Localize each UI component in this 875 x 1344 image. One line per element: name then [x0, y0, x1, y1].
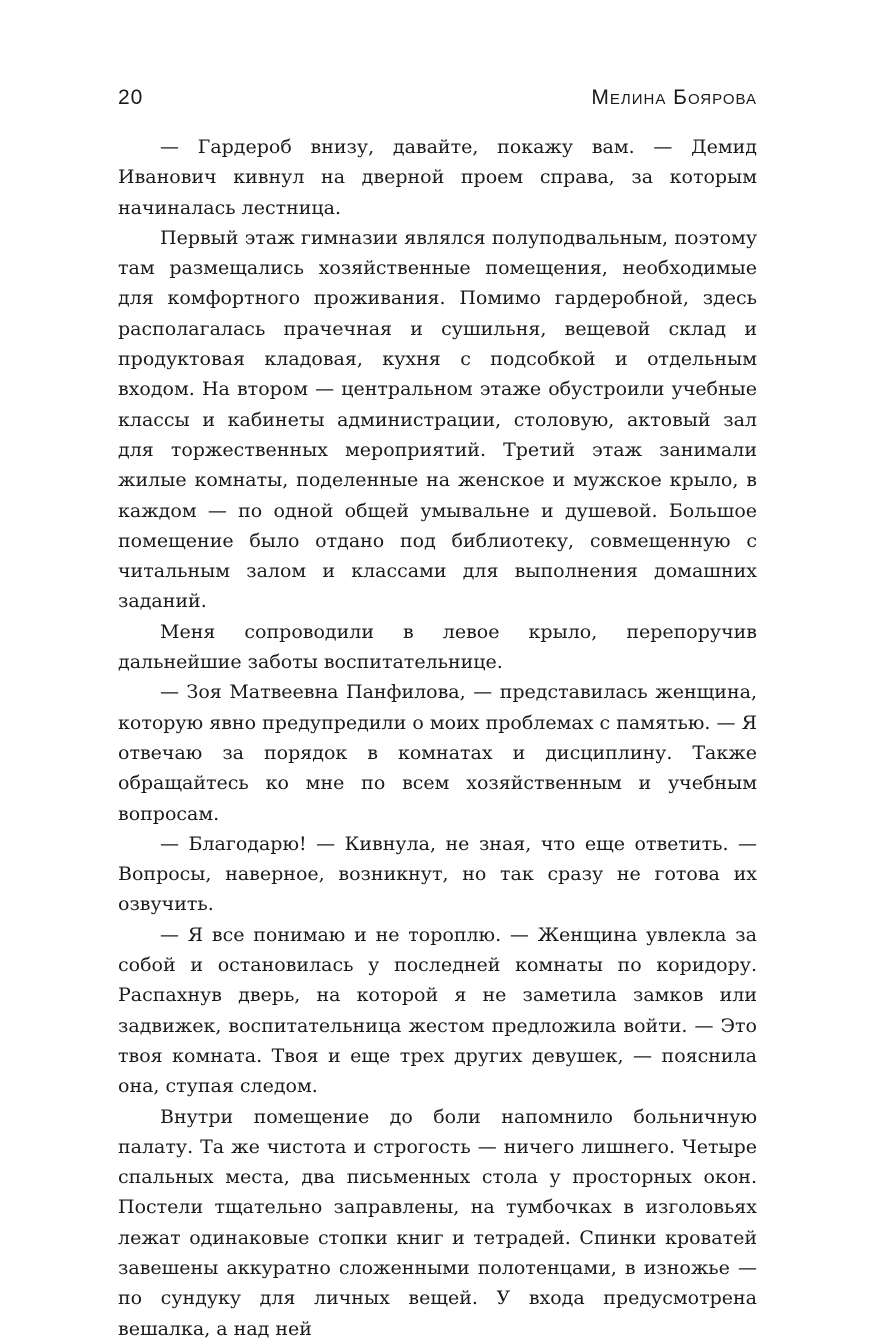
running-head-author: Мелина Боярова: [591, 86, 757, 109]
paragraph-4: — Зоя Матвеевна Панфилова, — представилась женщина, которую явно предупредили о моих проблемах с памятью. — Я отвечаю за порядок в комнатах и дисциплину. Также обращайтесь ко мне по всем хозяйственным и учебным вопросам.: [118, 681, 757, 825]
paragraph-5: — Благодарю! — Кивнула, не зная, что еще ответить. — Вопросы, наверное, возникнут, но так сразу не готова их озвучить.: [118, 832, 757, 916]
paragraph-2: Первый этаж гимназии являлся полуподвальным, поэтому там размещались хозяйственные помещения, необходимые для комфортного проживания. Помимо гардеробной, здесь располагалась прачечная и сушильня, вещевой склад и продуктовая кладовая, кухня с подсобкой и отдельным входом. На втором — центральном этаже обустроили учебные классы и кабинеты администрации, столовую, актовый зал для торжественных мероприятий. Третий этаж занимали жилые комнаты, поделенные на женское и мужское крыло, в каждом — по одной общей умывальне и душевой. Большое помещение было отдано под библиотеку, совмещенную с читальным залом и классами для выполнения домашних заданий.: [118, 226, 757, 613]
paragraph-3: Меня сопроводили в левое крыло, перепоручив дальнейшие заботы воспитательнице.: [118, 620, 757, 674]
paragraph-7: Внутри помещение до боли напомнило больничную палату. Та же чистота и строгость — ничего лишнего. Четыре спальных места, два письменных стола у просторных окон. Постели тщательно заправлены, на тумбочках в изголовьях лежат одинаковые стопки книг и тетрадей. Спинки кроватей завешены аккуратно сложенными полотенцами, в изножье — по сундуку для личных вещей. У входа предусмотрена вешалка, а над ней: [118, 1105, 757, 1340]
body-text: [118, 132, 757, 1344]
paragraph-6: — Я все понимаю и не тороплю. — Женщина увлекла за собой и остановилась у последней комнаты по коридору. Распахнув дверь, на которой я не заметила замков или задвижек, воспитательница жестом предложила войти. — Это твоя комната. Твоя и еще трех других девушек, — пояснила она, ступая следом.: [118, 923, 757, 1098]
paragraph-1: — Гардероб внизу, давайте, покажу вам. — Демид Иванович кивнул на дверной проем справа, за которым начиналась лестница.: [118, 136, 757, 219]
page-number: 20: [118, 86, 144, 109]
